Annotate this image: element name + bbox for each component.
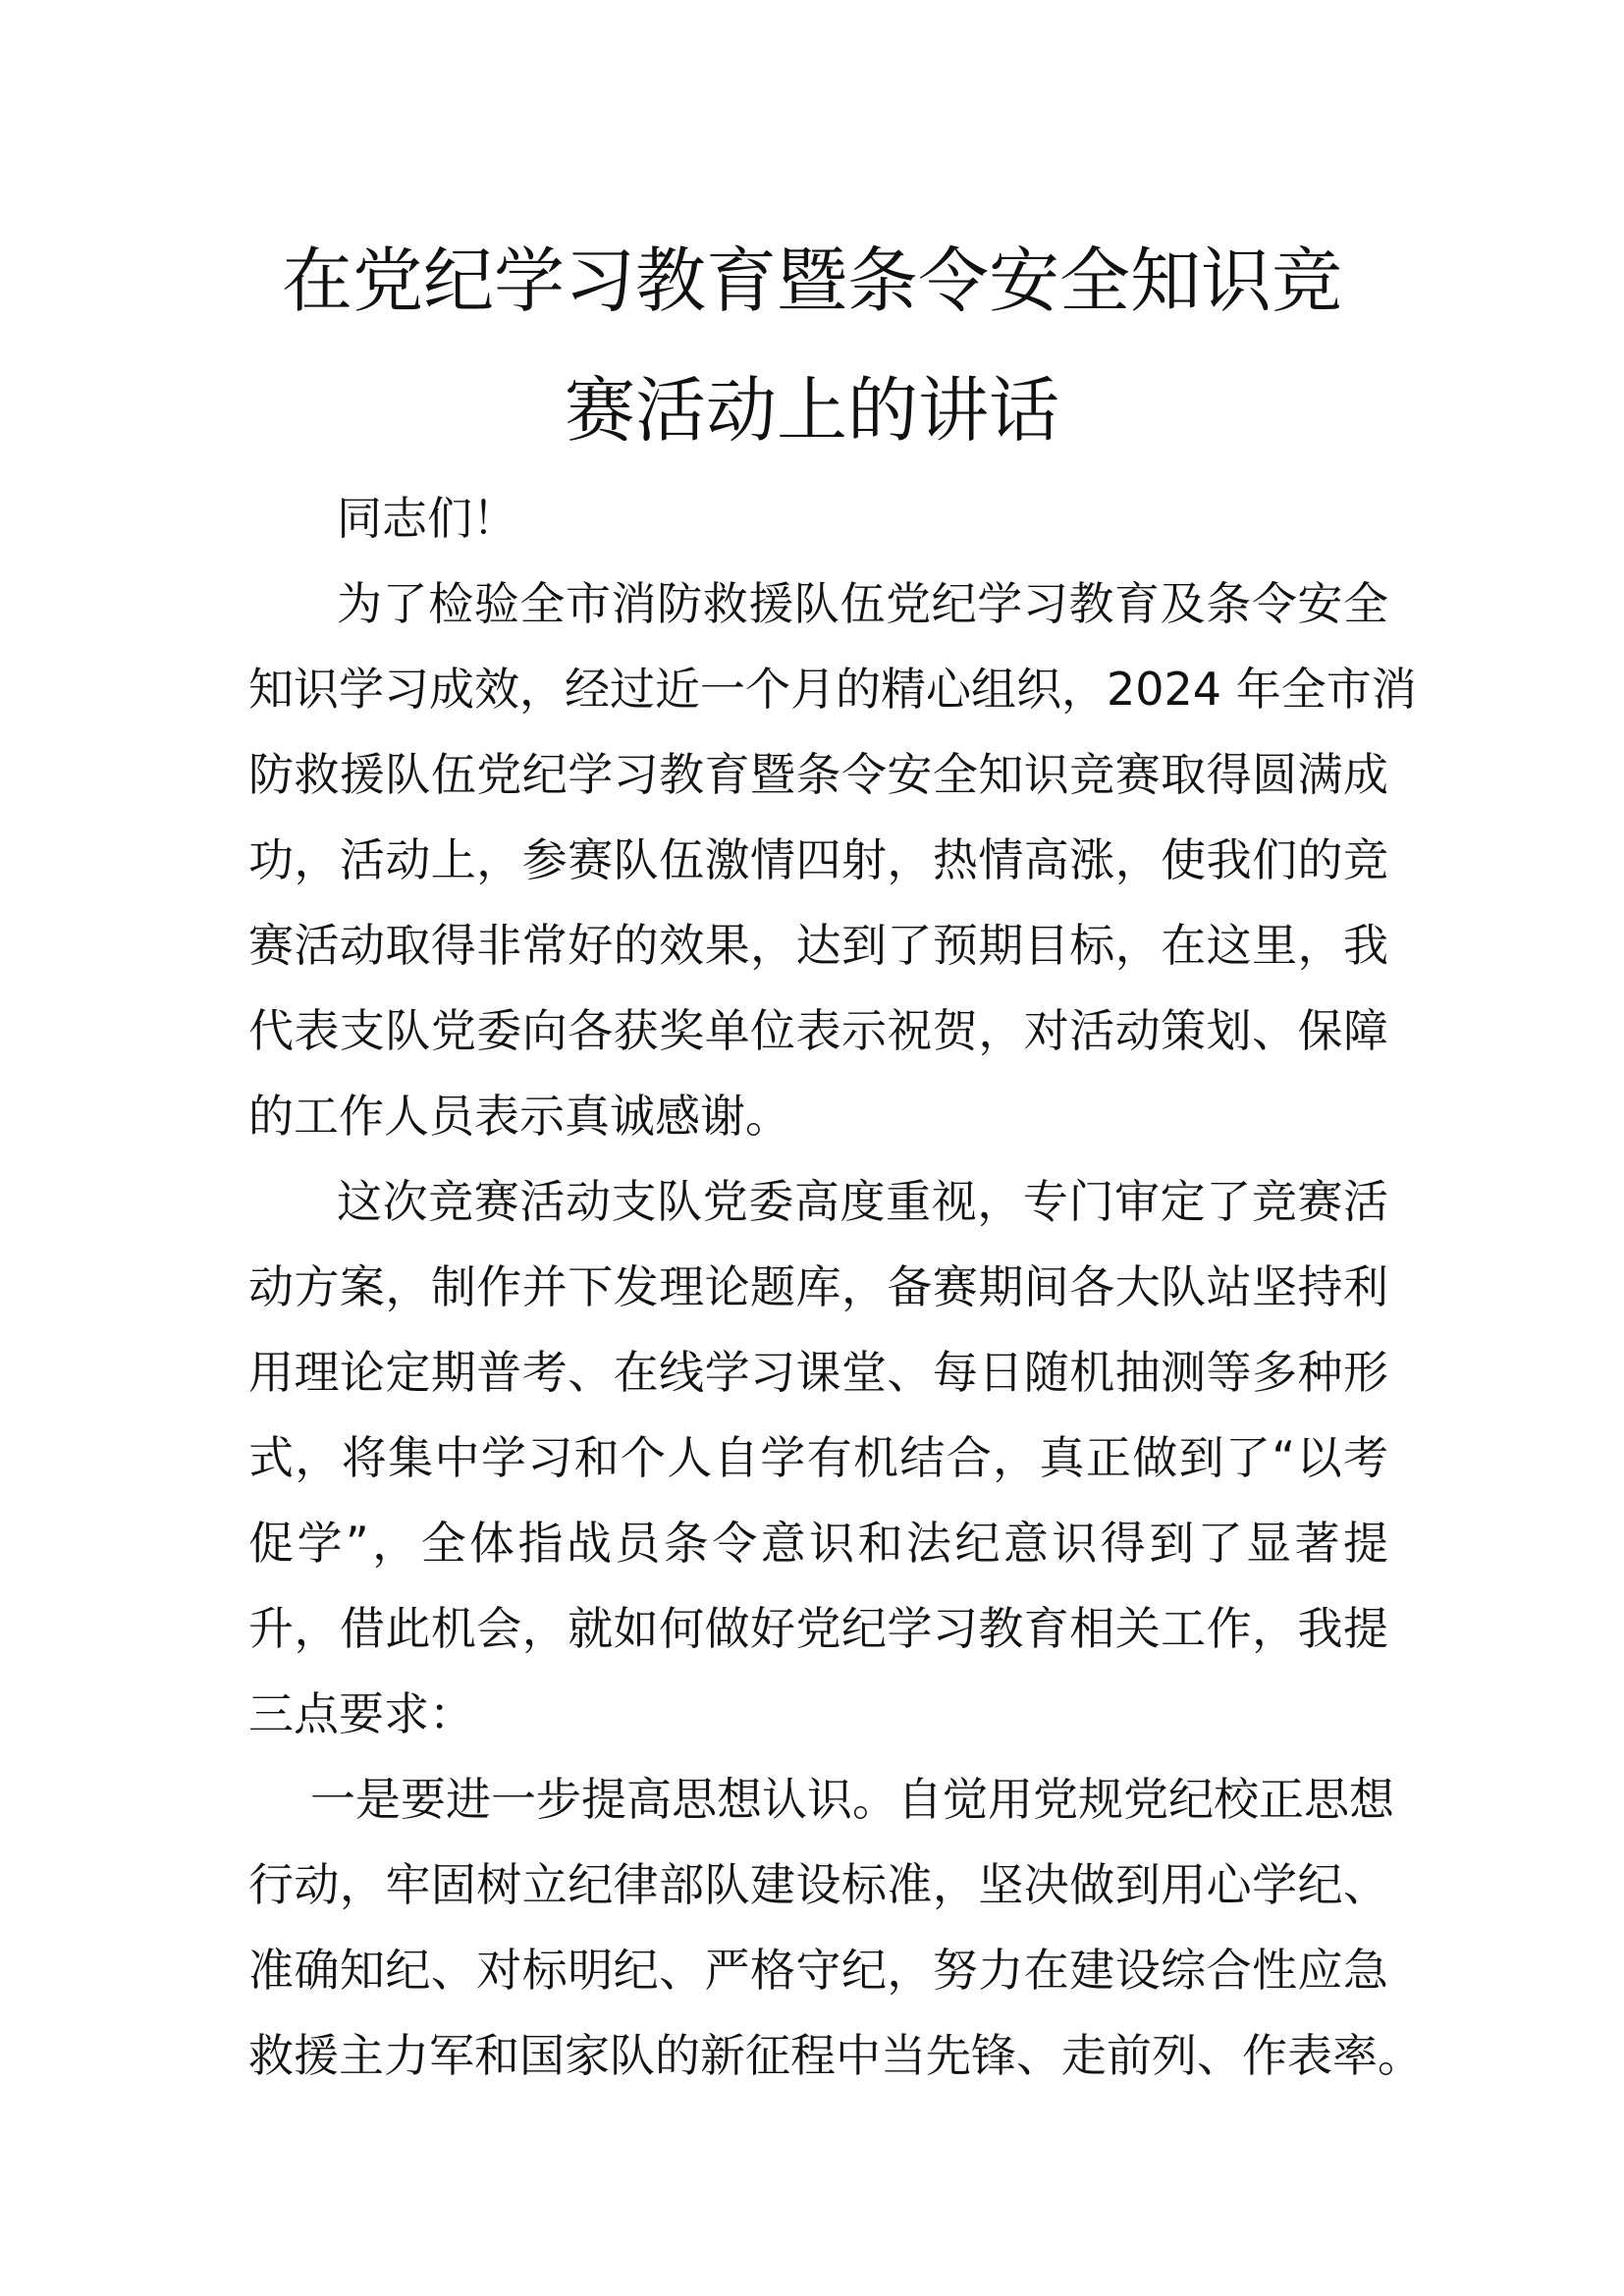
paragraph-line: 防救援队伍党纪学习教育暨条令安全知识竞赛取得圆满成 xyxy=(248,748,1388,801)
paragraph-line: 三点要求： xyxy=(248,1687,474,1740)
paragraph-3 xyxy=(248,1757,1423,2099)
paragraph-line: 救援主力军和国家队的新征程中当先锋、走前列、作表率。 xyxy=(248,2029,1423,2082)
document-body xyxy=(248,476,1423,2099)
title-line: 在党纪学习教育暨条令安全知识竞 xyxy=(281,240,1342,322)
paragraph-line: 促学”，全体指战员条令意识和法纪意识得到了显著提 xyxy=(248,1517,1388,1570)
paragraph-line: 式，将集中学习和个人自学有机结合，真正做到了“以考 xyxy=(248,1431,1388,1484)
paragraph-line: 这次竞赛活动支队党委高度重视，专门审定了竞赛活 xyxy=(337,1175,1388,1228)
paragraph-line: 行动，牢固树立纪律部队建设标准，坚决做到用心学纪、 xyxy=(248,1858,1388,1911)
paragraph-line: 用理论定期普考、在线学习课堂、每日随机抽测等多种形 xyxy=(248,1346,1388,1399)
paragraph-line: 升，借此机会，就如何做好党纪学习教育相关工作，我提 xyxy=(248,1602,1388,1655)
salutation: 同志们！ xyxy=(337,492,517,545)
paragraph-line: 赛活动取得非常好的效果，达到了预期目标，在这里，我 xyxy=(248,919,1388,972)
paragraph-line: 的工作人员表示真诚感谢。 xyxy=(248,1090,790,1143)
paragraph-line: 知识学习成效，经过近一个月的精心组织，2024 年全市消 xyxy=(248,663,1417,716)
document-title xyxy=(0,216,1624,475)
paragraph-line: 准确知纪、对标明纪、严格守纪，努力在建设综合性应急 xyxy=(248,1944,1388,1997)
paragraph-line: 为了检验全市消防救援队伍党纪学习教育及条令安全 xyxy=(337,577,1388,630)
paragraph-line: 功，活动上，参赛队伍激情四射，热情高涨，使我们的竞 xyxy=(248,833,1388,886)
paragraph-line: 动方案，制作并下发理论题库，备赛期间各大队站坚持利 xyxy=(248,1260,1388,1313)
paragraph-2 xyxy=(248,1159,1388,1757)
paragraph-line: 一是要进一步提高思想认识。自觉用党规党纪校正思想 xyxy=(310,1773,1394,1826)
title-line: 赛活动上的讲话 xyxy=(564,369,1059,452)
paragraph-1 xyxy=(248,561,1417,1159)
paragraph-line: 代表支队党委向各获奖单位表示祝贺，对活动策划、保障 xyxy=(248,1004,1388,1057)
